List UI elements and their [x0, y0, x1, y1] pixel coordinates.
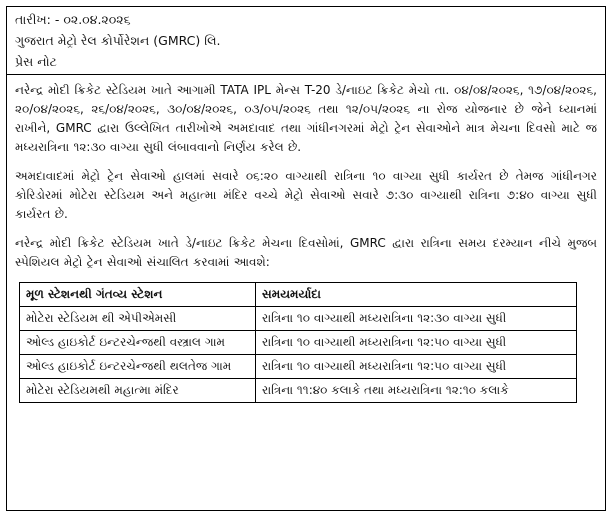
timing-cell: રાત્રિના ૧૦ વાગ્યાથી મધ્યરાત્રિના ૧૨:૩૦ વાગ્યા સુધી: [256, 307, 577, 331]
paragraph-special-services: નરેન્દ્ર મોદી ક્રિકેટ સ્ટેડિયમ ખાતે ડે/નાઇટ ક્રિકેટ મેચના દિવસોમાં, GMRC દ્વારા રાત્રિના સમય દરમ્યાન નીચે મુજબ સ્પેશિયલ મેટ્રો ટ્રેન સેવાઓ સંચાલિત કરવામાં આવશે:: [15, 236, 597, 269]
timing-cell: રાત્રિના ૧૧:૪૦ કલાકે તથા મધ્યરાત્રિના ૧૨:૧૦ કલાકે: [256, 379, 577, 403]
header-timing: સમયમર્યાદા: [256, 283, 577, 307]
timing-cell: રાત્રિના ૧૦ વાગ્યાથી મધ્યરાત્રિના ૧૨:૫૦ વાગ્યા સુધી: [256, 331, 577, 355]
timing-cell: રાત્રિના ૧૦ વાગ્યાથી મધ્યરાત્રિના ૧૨:૫૦ વાગ્યા સુધી: [256, 355, 577, 379]
header-route: મૂળ સ્ટેશનથી ગંતવ્ય સ્ટેશન: [20, 283, 256, 307]
organization-name: ગુજરાત મેટ્રો રેલ કોર્પોરેશન (GMRC) લિ.: [15, 33, 221, 48]
route-cell: ઓલ્ડ હાઇકોર્ટ ઇન્ટરચેન્જથી થલતેજ ગામ: [20, 355, 256, 379]
paragraph-match-dates: નરેન્દ્ર મોદી ક્રિકેટ સ્ટેડિયમ ખાતે આગામી TATA IPL મેન્સ T-20 ડે/નાઇટ ક્રિકેટ મેચો તા. ૦૪/૦૪/૨૦૨૬, ૧૭/૦૪/૨૦૨૬, ૨૦/૦૪/૨૦૨૬, ૨૬/૦૪/૨૦૨૬, ૩૦/૦૪/૨૦૨૬, ૦૩/૦૫/૨૦૨૬ તથા ૧૨/૦૫/૨૦૨૬ ના રોજ યોજનાર છે જેને ધ્યાનમાં રાખીને, GMRC દ્વારા ઉલ્લેખિત તારીખોએ અમદાવાદ તથા ગાંધીનગરમાં મેટ્રો ટ્રેન સેવાઓને માત્ર મેચના દિવસો માટે જ મધ્યરાત્રિના ૧૨:૩૦ વાગ્યા સુધી લંબાવવાનો નિર્ણય કરેલ છે.: [15, 83, 597, 154]
route-cell: મોટેરા સ્ટેડિયમથી મહાત્મા મંદિર: [20, 379, 256, 403]
date-line: તારીખ: - ૦૨.૦૪.૨૦૨૬: [15, 12, 131, 27]
route-cell: મોટેરા સ્ટેડિયમ થી એપીએમસી: [20, 307, 256, 331]
header-block: [7, 7, 605, 75]
press-note-frame: [6, 6, 606, 511]
schedule-table: [19, 282, 577, 403]
table-row: [20, 355, 577, 379]
document-type: પ્રેસ નોટ: [15, 54, 57, 69]
table-header-row: [20, 283, 577, 307]
table-row: [20, 331, 577, 355]
press-note-body: [7, 75, 605, 403]
table-row: [20, 307, 577, 331]
route-cell: ઓલ્ડ હાઇકોર્ટ ઇન્ટરચેન્જથી વસ્ત્રાલ ગામ: [20, 331, 256, 355]
table-row: [20, 379, 577, 403]
paragraph-current-timings: અમદાવાદમાં મેટ્રો ટ્રેન સેવાઓ હાલમાં સવારે ૦૬:૨૦ વાગ્યાથી રાત્રિના ૧૦ વાગ્યા સુધી કાર્યરત છે તેમજ ગાંધીનગર કોરિડોરમાં મોટેરા સ્ટેડિયમ અને મહાત્મા મંદિર વચ્ચે મેટ્રો સેવાઓ સવારે ૭:૩૦ વાગ્યાથી રાત્રિના ૭:૪૦ વાગ્યા સુધી કાર્યરત છે.: [15, 169, 597, 221]
